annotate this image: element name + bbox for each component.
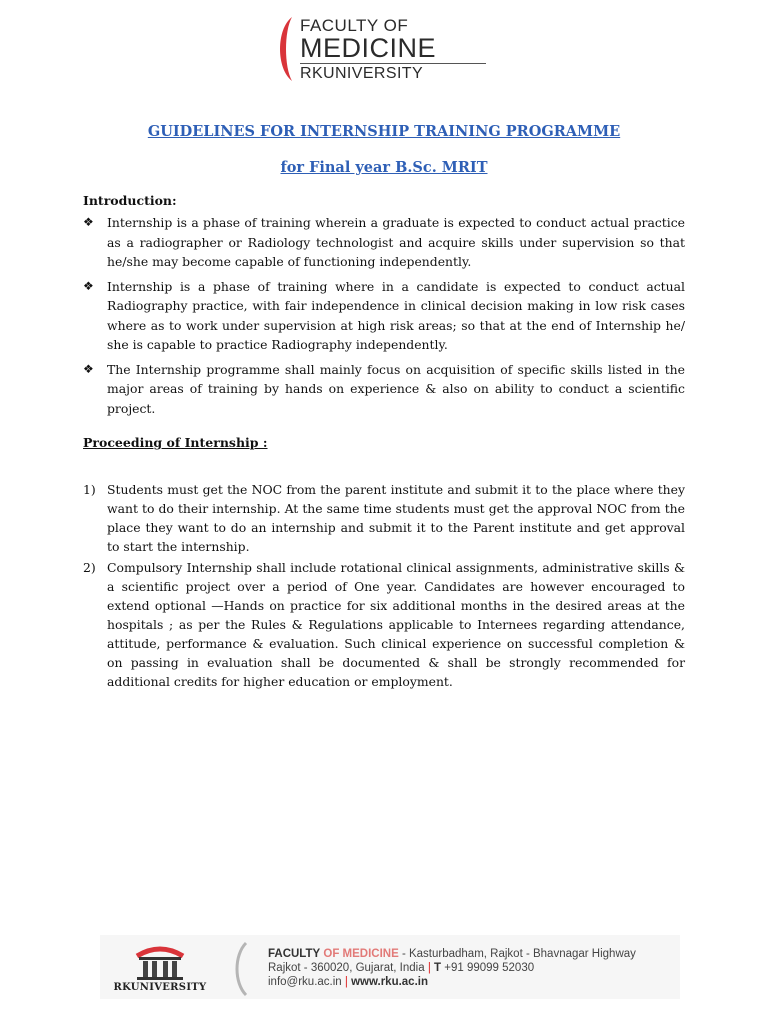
footer-phone: +91 99099 52030 <box>444 962 535 974</box>
list-item-text: Internship is a phase of training wherein a graduate is expected to conduct actual practice as a radiographer or Radiology technologist and acquire skills under supervision so that he/she may become capable of functioning independently. <box>107 215 685 269</box>
footer-address-line1 <box>268 947 636 961</box>
faculty-logo <box>270 15 500 85</box>
logo-line-faculty: FACULTY OF <box>300 16 409 35</box>
footer-address-line3 <box>268 975 636 989</box>
footer-faculty: FACULTY <box>268 948 321 960</box>
introduction-list <box>83 213 685 423</box>
footer-phone-label: T <box>434 962 442 974</box>
diamond-bullet-icon: ❖ <box>83 215 94 229</box>
footer-contact <box>268 947 636 989</box>
logo-line-medicine: MEDICINE <box>300 33 437 63</box>
list-item-text: Students must get the NOC from the parent institute and submit it to the place where they want to do their internship. At the same time students must get the approval NOC from the place they want to do an internship and submit it to the Parent institute and get approval to start the internship. <box>107 482 685 554</box>
list-item <box>83 360 685 419</box>
list-number: 1) <box>83 482 96 497</box>
logo-divider <box>300 63 486 64</box>
logo-university-name: RKUNIVERSITY <box>113 982 207 993</box>
bracket-arc-icon <box>232 941 252 997</box>
introduction-heading: Introduction: <box>83 193 177 208</box>
footer-address-line2 <box>268 961 636 975</box>
footer-address-text: - Kasturbadham, Rajkot - Bhavnagar Highway <box>398 948 636 960</box>
logo-wordmark <box>300 17 486 82</box>
footer-city: Rajkot - 360020, Gujarat, India <box>268 962 425 974</box>
list-item <box>83 558 685 691</box>
diamond-bullet-icon: ❖ <box>83 361 94 376</box>
separator: | <box>344 976 348 988</box>
list-item-text: Internship is a phase of training where in a candidate is expected to conduct actual Radiography practice, with fair independence in clinical decision making in low risk cases where as to work under supervision at high risk areas; so that at the end of Internship he/ she is capable to practice Radiography independently. <box>107 278 685 352</box>
document-subtitle: for Final year B.Sc. MRIT <box>280 159 488 176</box>
list-item-text: Compulsory Internship shall include rotational clinical assignments, administrative skills & a scientific project over a period of One year. Candidates are however encouraged to extend optional —Hands on practice for six additional months in the desired areas at the hospitals ; as per the Rules & Regulations applicable to Internees regarding attendance, attitude, performance & evaluation. Such clinical experience on successful completion & on passing in evaluation shall be documented & shall be strongly recommended for additional credits for higher education or employment. <box>107 560 685 689</box>
footer-email[interactable]: info@rku.ac.in <box>268 976 342 988</box>
list-item-text: The Internship programme shall mainly focus on acquisition of specific skills listed in the major areas of training by hands on experience & also on ability to conduct a scientific project. <box>107 361 685 416</box>
footer-of-medicine: OF MEDICINE <box>323 948 399 960</box>
proceeding-list <box>83 480 685 693</box>
diamond-bullet-icon: ❖ <box>83 278 94 293</box>
footer-website[interactable]: www.rku.ac.in <box>351 976 428 988</box>
proceeding-heading: Proceeding of Internship : <box>83 435 268 450</box>
separator: | <box>427 962 431 974</box>
building-pillars-icon <box>105 940 215 982</box>
list-item <box>83 277 685 355</box>
list-item <box>83 480 685 556</box>
logo-line-university: RKUNIVERSITY <box>300 65 424 82</box>
document-title: GUIDELINES FOR INTERNSHIP TRAINING PROGRAMME <box>147 123 621 140</box>
list-number: 2) <box>83 560 96 575</box>
page-footer <box>0 935 768 1000</box>
university-logo <box>105 940 215 998</box>
list-item <box>83 213 685 272</box>
